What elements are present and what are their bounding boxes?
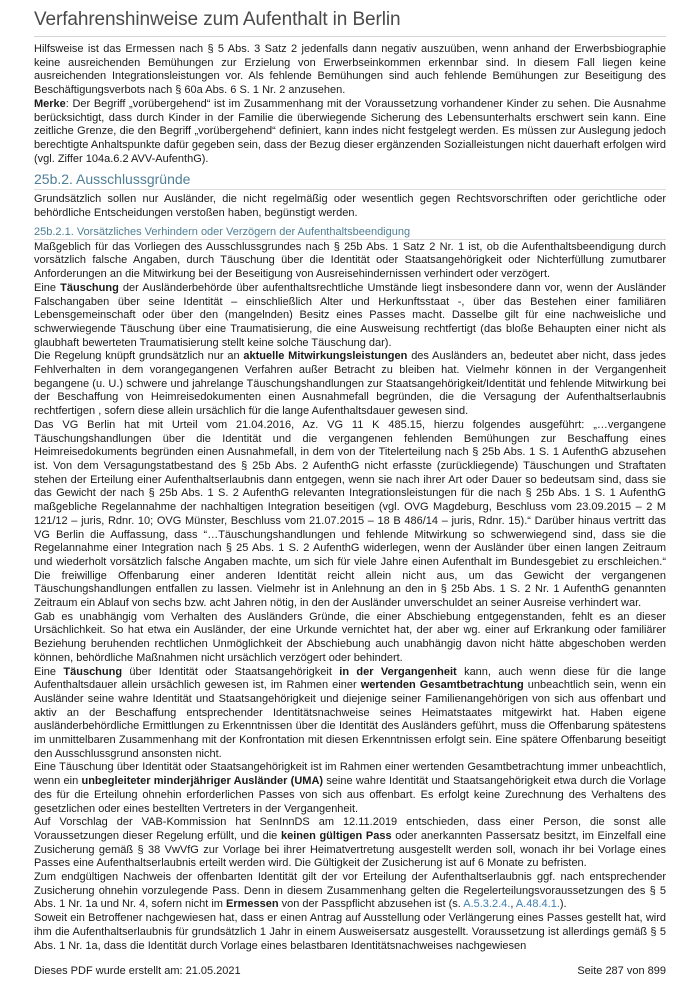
- paragraph: Eine Täuschung der Ausländerbehörde über aufenthaltsrechtliche Umstände liegt insbesondere dann vor, wenn der Ausländer Falschangaben über seine Identität – einschließlich Alter und Herkunftsstaat -, über das Bestehen einer familiären Lebensgemeinschaft oder über den (mangelnden) Besitz eines Passes macht. Dasselbe gilt für eine nachweisliche und schwerwiegende Täuschung über eine Traumatisierung, die eine Ausweisung rechtfertigt (das bloße Behaupten einer nicht als glaubhaft bewerteten Traumatisierung stellt keine solche Täuschung dar).: [34, 281, 666, 349]
- paragraph-court-ruling: Das VG Berlin hat mit Urteil vom 21.04.2016, Az. VG 11 K 485.15, hierzu folgendes ausgeführt: „…vergangene Täuschungshandlungen über die Identität und die vergangenen fehlenden Bemühungen zur Beschaffung eines Heimreisedokuments begründen einen Ausnahmefall, in dem von der Titelerteilung nach § 25b Abs. 1 S. 1 AufenthG abzusehen ist. Von dem Versagungstatbestand des § 25b Abs. 2 AufenthG nicht erfasste (zurückliegende) Täuschungen und Straftaten stehen der Erteilung einer Aufenthaltserlaubnis dann entgegen, wenn sie nach ihrer Art oder Dauer so bedeutsam sind, dass sie das Gewicht der nach § 25b Abs. 1 S. 2 AufenthG relevanten Integrationsleistungen für die nach § 25b Abs. 1 S. 1 AufenthG maßgebliche Regelannahme der nachhaltigen Integration beseitigen (vgl. OVG Magdeburg, Beschluss vom 23.09.2015 – 2 M 121/12 – juris, Rdnr. 10; OVG Münster, Beschluss vom 21.07.2015 – 18 B 486/14 – juris, Rdnr. 15).“ Darüber hinaus vertritt das VG Berlin die Auffassung, dass “…Täuschungshandlungen und fehlende Mitwirkung so schwerwiegend sind, dass sie die Regelannahme einer Integration nach § 25 Abs. 1 S. 2 AufenthG widerlegen, wenn der Ausländer über einen langen Zeitraum und wiederholt vorsätzlich falsche Angaben machte, um sich für viele Jahre einen Aufenthalt im Bundesgebiet zu erschleichen.“ Die freiwillige Offenbarung einer anderen Identität reicht allein nicht aus, um das Gewicht der vergangenen Täuschungshandlungen entfallen zu lassen. Vielmehr ist in Anlehnung an den in § 25b Abs. 1 S. 2 Nr. 1 AufenthG genannten Zeitraum ein Ablauf von sechs bzw. acht Jahren nötig, in den der Ausländer unverschuldet an seiner Ausreise verhindert war.: [34, 418, 666, 610]
- subsection-heading: 25b.2.1. Vorsätzliches Verhindern oder Verzögern der Aufenthaltsbeendigung: [34, 226, 666, 240]
- paragraph: Hilfsweise ist das Ermessen nach § 5 Abs. 3 Satz 2 jedenfalls dann negativ auszuüben, wenn anhand der Erwerbsbiographie keine ausreichenden Bemühungen zur Erzielung von Erwerbseinkommen erkennbar sind. In diesem Fall liegen keine ausreichenden Integrationsleistungen vor. Als fehlende Bemühungen sind auch fehlende Bemühungen zur Beseitigung des Beschäftigungsverbots nach § 60a Abs. 6 S. 1 Nr. 2 anzusehen.: [34, 43, 666, 97]
- paragraph: Maßgeblich für das Vorliegen des Ausschlussgrundes nach § 25b Abs. 1 Satz 2 Nr. 1 ist, ob die Aufenthaltsbeendigung durch vorsätzlich falsche Angaben, durch Täuschung über die Identität oder Staatsangehörigkeit oder Nichterfüllung zumutbarer Anforderungen an die Mitwirkung bei der Beseitigung von Ausreisehindernissen verhindert oder verzögert.: [34, 240, 666, 281]
- paragraph: Grundsätzlich sollen nur Ausländer, die nicht regelmäßig oder wesentlich gegen Rechtsvorschriften oder gerichtliche oder behördliche Entscheidungen verstoßen haben, begünstigt werden.: [34, 193, 666, 220]
- merke-label: Merke: [34, 97, 66, 110]
- reference-link-a5324[interactable]: A.5.3.2.4.: [463, 898, 511, 911]
- paragraph: Soweit ein Betroffener nachgewiesen hat, dass er einen Antrag auf Ausstellung oder Verlängerung eines Passes gestellt hat, wird ihm die Aufenthaltserlaubnis für grundsätzlich 1 Jahr in einem Ausweisersatz ausgestellt. Voraussetzung ist allerdings gemäß § 5 Abs. 1 Nr. 1a, dass die Identität durch Vorlage eines belastbaren Identitätsnachweises nachgewiesen: [34, 912, 666, 952]
- paragraph: Gab es unabhängig vom Verhalten des Ausländers Gründe, die einer Abschiebung entgegenstanden, fehlt es an dieser Ursächlichkeit. So hat etwa ein Ausländer, der eine Urkunde vernichtet hat, der aber wg. einer auf Erkrankung oder familiärer Beziehung beruhenden rechtlichen Unmöglichkeit der Abschiebung auch unabhängig davon nicht hätte abgeschoben werden können, behördliche Maßnahmen nicht ursächlich verzögert oder behindert.: [34, 610, 666, 664]
- paragraph: Eine Täuschung über Identität oder Staatsangehörigkeit in der Vergangenheit kann, auch wenn diese für die lange Aufenthaltsdauer allein ursächlich gewesen ist, im Rahmen einer wertenden Gesamtbetrachtung unbeachtlich sein, wenn ein Ausländer seine wahre Identität und Staatsangehörigkeit und diejenige seiner Familienangehörigen von sich aus offenbart und aktiv an der Beschaffung entsprechender Identitätsnachweise seines Heimatstaates mitgewirkt hat. Haben eigene ausländerbehördliche Ermittlungen zu Erkenntnissen über die Identität des Ausländers geführt, muss die Offenbarung spätestens im unmittelbaren Zusammenhang mit der Konfrontation mit diesen Erkenntnissen erfolgt sein. Eine spätere Offenbarung beseitigt den Ausschlussgrund ansonsten nicht.: [34, 665, 667, 760]
- page-footer: [34, 965, 666, 977]
- document-body: [34, 43, 666, 953]
- page-number: Seite 287 von 899: [577, 965, 666, 977]
- page-title: Verfahrenshinweise zum Aufenthalt in Berlin: [34, 0, 666, 37]
- paragraph: Eine Täuschung über Identität oder Staatsangehörigkeit ist im Rahmen einer wertenden Gesamtbetrachtung immer unbeachtlich, wenn ein unbegleiteter minderjähriger Ausländer (UMA) seine wahre Identität und Staatsangehörigkeit etwa durch die Vorlage des für die Erteilung ohnehin erforderlichen Passes von sich aus offenbart. Es erfolgt keine Zurechnung des Verhaltens des gesetzlichen oder eines bestellten Vertreters in der Vergangenheit.: [34, 761, 666, 815]
- paragraph: Auf Vorschlag der VAB-Kommission hat SenInnDS am 12.11.2019 entschieden, dass einer Person, die sonst alle Voraussetzungen dieser Regelung erfüllt, und die keinen gültigen Pass oder anerkannten Passersatz besitzt, im Einzelfall eine Zusicherung gemäß § 38 VwVfG zur Vorlage bei ihrer Heimatvertretung ausgestellt werden soll, wonach ihr bei Vorlage eines Passes eine Aufenthaltserlaubnis erteilt werden wird. Die Gültigkeit der Zusicherung ist auf 6 Monate zu befristen.: [34, 816, 667, 870]
- paragraph: Zum endgültigen Nachweis der offenbarten Identität gilt der vor Erteilung der Aufenthaltserlaubnis ggf. nach entsprechender Zusicherung ohnehin vorzulegende Pass. Denn in diesem Zusammenhang gelten die Regelerteilungsvoraussetzungen des § 5 Abs. 1 Nr. 1a und Nr. 4, sofern nicht im Ermessen von der Passpflicht abzusehen ist (s. A.5.3.2.4., A.48.4.1.).: [34, 871, 666, 911]
- paragraph: Die Regelung knüpft grundsätzlich nur an aktuelle Mitwirkungsleistungen des Ausländers an, bedeutet aber nicht, dass jedes Fehlverhalten in dem vorangegangenen Verfahren außer Betracht zu bleiben hat. Vielmehr können in der Vergangenheit begangene (u. U.) schwere und jahrelange Täuschungshandlungen zur Staatsangehörigkeit/Identität und fehlende Mitwirkung bei der Beschaffung von Heimreisedokumenten einen Ausnahmefall begründen, die die Versagung der Aufenthaltserlaubnis rechtfertigen , sofern diese allein ursächlich für die lange Aufenthaltsdauer gewesen sind.: [34, 350, 667, 418]
- section-heading: 25b.2. Ausschlussgründe: [34, 171, 666, 190]
- reference-link-a4841[interactable]: A.48.4.1.: [515, 898, 560, 911]
- paragraph-merke: Merke: Der Begriff „vorübergehend“ ist im Zusammenhang mit der Voraussetzung vorhandener Kinder zu sehen. Die Ausnahme berücksichtigt, dass durch Kinder in der Familie die überwiegende Sicherung des Lebensunterhalts erschwert sein kann. Eine zeitliche Grenze, die den Begriff „vorübergehend“ definiert, kann indes nicht festgelegt werden. Es müssen zur Auslegung jedoch berechtigte Anhaltspunkte dafür gegeben sein, dass der Bezug dieser ergänzenden Sozialleistungen nicht dauerhaft erfolgen wird (vgl. Ziffer 104a.6.2 AVV-AufenthG).: [34, 97, 666, 165]
- creation-date: Dieses PDF wurde erstellt am: 21.05.2021: [34, 965, 241, 977]
